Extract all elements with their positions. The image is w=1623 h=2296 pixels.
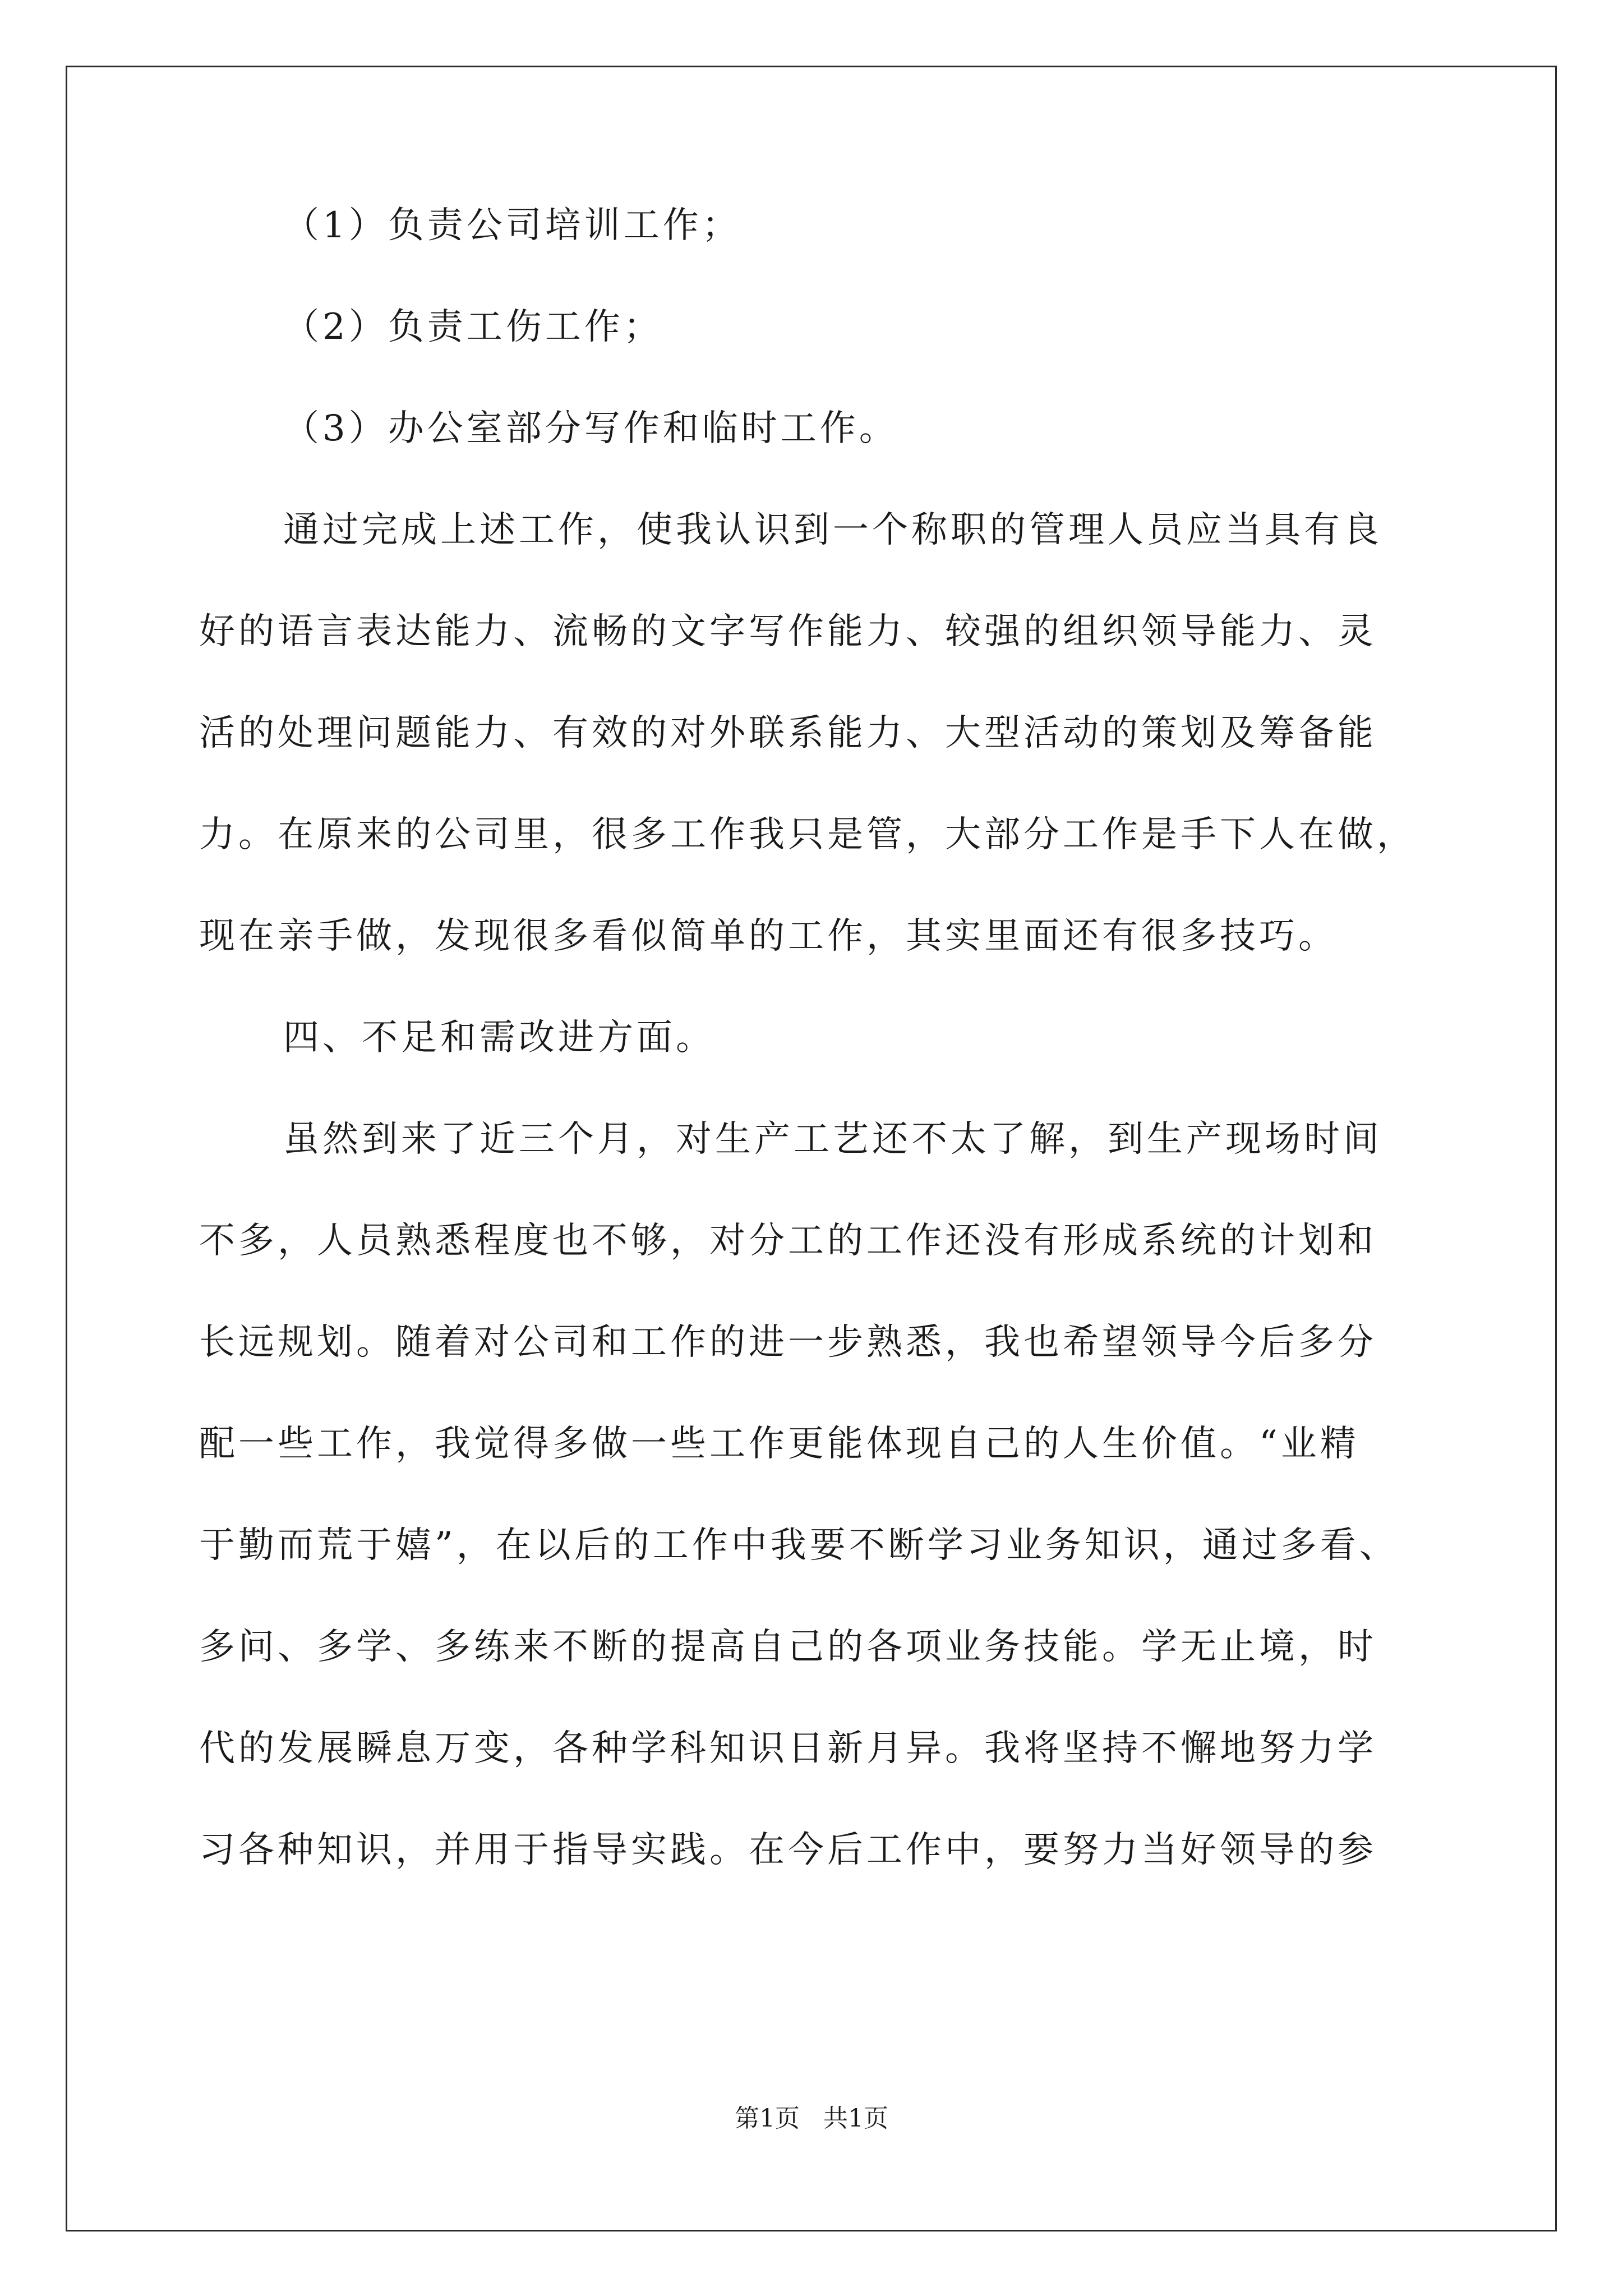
body-line: 长远规划。随着对公司和工作的进一步熟悉，我也希望领导今后多分	[199, 1322, 1377, 1363]
body-line: 配一些工作，我觉得多做一些工作更能体现自己的人生价值。“业精	[199, 1423, 1359, 1465]
body-line: （2）负责工伤工作；	[283, 306, 663, 348]
body-line: 现在亲手做，发现很多看似简单的工作，其实里面还有很多技巧。	[199, 915, 1338, 957]
body-line: 力。在原来的公司里，很多工作我只是管，大部分工作是手下人在做，	[199, 814, 1416, 855]
body-line: （3）办公室部分写作和临时工作。	[283, 408, 898, 449]
body-line: 活的处理问题能力、有效的对外联系能力、大型活动的策划及筹备能	[199, 712, 1377, 754]
body-line: 虽然到来了近三个月，对生产工艺还不太了解，到生产现场时间	[283, 1119, 1382, 1160]
page-footer	[0, 2105, 1623, 2133]
body-line: （1）负责公司培训工作；	[283, 205, 741, 246]
section-heading: 四、不足和需改进方面。	[283, 1017, 715, 1059]
page-total: 共1页	[823, 2104, 888, 2133]
body-line: 于勤而荒于嬉”，在以后的工作中我要不断学习业务知识，通过多看、	[199, 1525, 1399, 1566]
body-line: 不多，人员熟悉程度也不够，对分工的工作还没有形成系统的计划和	[199, 1220, 1377, 1262]
body-line: 多问、多学、多练来不断的提高自己的各项业务技能。学无止境，时	[199, 1626, 1377, 1668]
document-body	[199, 205, 1433, 1871]
page-number: 第1页	[735, 2104, 800, 2133]
body-line: 好的语言表达能力、流畅的文字写作能力、较强的组织领导能力、灵	[199, 611, 1377, 652]
body-line: 习各种知识，并用于指导实践。在今后工作中，要努力当好领导的参	[199, 1829, 1377, 1871]
body-line: 通过完成上述工作，使我认识到一个称职的管理人员应当具有良	[283, 509, 1382, 551]
body-line: 代的发展瞬息万变，各种学科知识日新月异。我将坚持不懈地努力学	[199, 1728, 1377, 1769]
